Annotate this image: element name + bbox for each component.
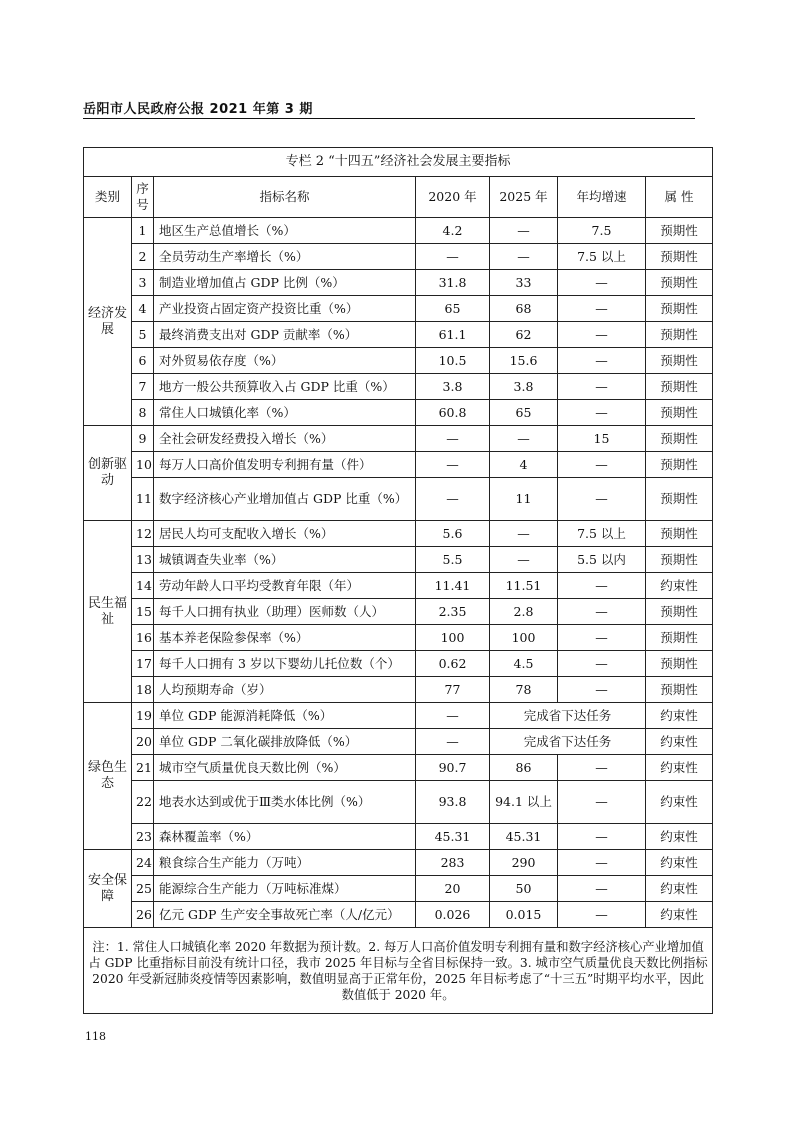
number-cell: 16 (132, 625, 154, 651)
table-row (84, 478, 713, 521)
table-row (84, 902, 713, 928)
table-title: 专栏 2 “十四五”经济社会发展主要指标 (84, 148, 713, 177)
growth-cell: — (558, 478, 646, 521)
table-row (84, 625, 713, 651)
value-2025-cell: — (490, 521, 558, 547)
note-row (84, 928, 713, 1014)
attribute-cell: 约束性 (646, 824, 713, 850)
value-2020-cell: 11.41 (416, 573, 490, 599)
value-2025-cell: 78 (490, 677, 558, 703)
growth-cell: 7.5 (558, 218, 646, 244)
table-row (84, 850, 713, 876)
attribute-cell: 预期性 (646, 374, 713, 400)
growth-cell: — (558, 677, 646, 703)
indicator-name-cell: 单位 GDP 二氧化碳排放降低（%） (154, 729, 416, 755)
value-2020-cell: 2.35 (416, 599, 490, 625)
growth-cell: — (558, 374, 646, 400)
table-row (84, 218, 713, 244)
number-cell: 14 (132, 573, 154, 599)
value-2020-cell: 31.8 (416, 270, 490, 296)
value-2020-cell: 65 (416, 296, 490, 322)
table-row (84, 452, 713, 478)
indicator-name-cell: 能源综合生产能力（万吨标准煤） (154, 876, 416, 902)
table-row (84, 651, 713, 677)
value-2020-cell: 5.5 (416, 547, 490, 573)
attribute-cell: 约束性 (646, 703, 713, 729)
col-header-2020: 2020 年 (416, 177, 490, 218)
growth-cell: — (558, 824, 646, 850)
number-cell: 5 (132, 322, 154, 348)
number-cell: 11 (132, 478, 154, 521)
indicator-name-cell: 全社会研发经费投入增长（%） (154, 426, 416, 452)
header-title: 岳阳市人民政府公报 2021 年第 3 期 (83, 102, 313, 117)
value-2025-cell: 11.51 (490, 573, 558, 599)
indicator-table (83, 147, 713, 1014)
table-note: 注：1. 常住人口城镇化率 2020 年数据为预计数。2. 每万人口高价值发明专利拥有量和数字经济核心产业增加值占 GDP 比重指标目前没有统计口径，我市 2025 年目标与全省目标保持一致。3. 城市空气质量优良天数比例指标 2020 年受新冠肺炎疫情等因素影响，数值明显高于正常年份，2025 年目标考虑了“十三五”时期平均水平，因此数值低于 2020 年。 (84, 928, 713, 1014)
growth-cell: 5.5 以内 (558, 547, 646, 573)
indicator-name-cell: 地表水达到或优于Ⅲ类水体比例（%） (154, 781, 416, 824)
value-2020-cell: 4.2 (416, 218, 490, 244)
value-2025-cell: 290 (490, 850, 558, 876)
value-2025-cell: — (490, 244, 558, 270)
value-2025-cell: 15.6 (490, 348, 558, 374)
value-2020-cell: 3.8 (416, 374, 490, 400)
attribute-cell: 预期性 (646, 426, 713, 452)
table-row (84, 322, 713, 348)
indicator-name-cell: 每万人口高价值发明专利拥有量（件） (154, 452, 416, 478)
growth-cell: — (558, 599, 646, 625)
indicator-name-cell: 常住人口城镇化率（%） (154, 400, 416, 426)
indicator-name-cell: 全员劳动生产率增长（%） (154, 244, 416, 270)
indicator-name-cell: 城市空气质量优良天数比例（%） (154, 755, 416, 781)
category-cell: 安全保障 (84, 850, 132, 928)
value-2020-cell: 93.8 (416, 781, 490, 824)
table-row (84, 348, 713, 374)
number-cell: 24 (132, 850, 154, 876)
attribute-cell: 约束性 (646, 729, 713, 755)
attribute-cell: 约束性 (646, 755, 713, 781)
growth-cell: — (558, 651, 646, 677)
col-header-category: 类别 (84, 177, 132, 218)
number-cell: 25 (132, 876, 154, 902)
value-2020-cell: — (416, 478, 490, 521)
attribute-cell: 预期性 (646, 651, 713, 677)
attribute-cell: 预期性 (646, 400, 713, 426)
value-2025-cell: — (490, 547, 558, 573)
page-number: 118 (85, 1030, 106, 1043)
growth-cell: — (558, 348, 646, 374)
target-merged-cell: 完成省下达任务 (490, 729, 646, 755)
table-row (84, 244, 713, 270)
growth-cell: — (558, 876, 646, 902)
value-2020-cell: 45.31 (416, 824, 490, 850)
number-cell: 13 (132, 547, 154, 573)
value-2025-cell: 45.31 (490, 824, 558, 850)
table-row (84, 374, 713, 400)
value-2020-cell: 60.8 (416, 400, 490, 426)
col-header-growth: 年均增速 (558, 177, 646, 218)
indicator-name-cell: 制造业增加值占 GDP 比例（%） (154, 270, 416, 296)
number-cell: 3 (132, 270, 154, 296)
indicator-name-cell: 城镇调查失业率（%） (154, 547, 416, 573)
value-2025-cell: 11 (490, 478, 558, 521)
value-2025-cell: 4.5 (490, 651, 558, 677)
value-2020-cell: — (416, 729, 490, 755)
value-2020-cell: — (416, 703, 490, 729)
indicator-name-cell: 亿元 GDP 生产安全事故死亡率（人/亿元） (154, 902, 416, 928)
value-2025-cell: 94.1 以上 (490, 781, 558, 824)
table-row (84, 521, 713, 547)
col-header-name: 指标名称 (154, 177, 416, 218)
indicator-name-cell: 每千人口拥有 3 岁以下婴幼儿托位数（个） (154, 651, 416, 677)
growth-cell: — (558, 902, 646, 928)
growth-cell: — (558, 625, 646, 651)
number-cell: 10 (132, 452, 154, 478)
value-2025-cell: — (490, 426, 558, 452)
value-2025-cell: 86 (490, 755, 558, 781)
category-cell: 经济发展 (84, 218, 132, 426)
attribute-cell: 预期性 (646, 521, 713, 547)
value-2020-cell: 0.026 (416, 902, 490, 928)
growth-cell: — (558, 400, 646, 426)
number-cell: 9 (132, 426, 154, 452)
number-cell: 1 (132, 218, 154, 244)
table-row (84, 876, 713, 902)
indicator-name-cell: 地方一般公共预算收入占 GDP 比重（%） (154, 374, 416, 400)
value-2025-cell: 0.015 (490, 902, 558, 928)
table-row (84, 400, 713, 426)
table-row (84, 573, 713, 599)
table-row (84, 426, 713, 452)
indicator-name-cell: 最终消费支出对 GDP 贡献率（%） (154, 322, 416, 348)
attribute-cell: 预期性 (646, 478, 713, 521)
value-2020-cell: 100 (416, 625, 490, 651)
growth-cell: — (558, 781, 646, 824)
number-cell: 17 (132, 651, 154, 677)
indicator-name-cell: 对外贸易依存度（%） (154, 348, 416, 374)
growth-cell: — (558, 296, 646, 322)
table-row (84, 677, 713, 703)
value-2025-cell: 33 (490, 270, 558, 296)
growth-cell: 7.5 以上 (558, 521, 646, 547)
number-cell: 22 (132, 781, 154, 824)
growth-cell: 7.5 以上 (558, 244, 646, 270)
col-header-attribute: 属 性 (646, 177, 713, 218)
growth-cell: 15 (558, 426, 646, 452)
attribute-cell: 预期性 (646, 599, 713, 625)
table-row (84, 599, 713, 625)
attribute-cell: 预期性 (646, 296, 713, 322)
table-row (84, 729, 713, 755)
number-cell: 19 (132, 703, 154, 729)
attribute-cell: 预期性 (646, 348, 713, 374)
number-cell: 18 (132, 677, 154, 703)
number-cell: 21 (132, 755, 154, 781)
category-cell: 民生福祉 (84, 521, 132, 703)
value-2025-cell: — (490, 218, 558, 244)
indicator-name-cell: 劳动年龄人口平均受教育年限（年） (154, 573, 416, 599)
value-2020-cell: 0.62 (416, 651, 490, 677)
col-header-number: 序号 (132, 177, 154, 218)
value-2025-cell: 62 (490, 322, 558, 348)
value-2025-cell: 68 (490, 296, 558, 322)
growth-cell: — (558, 850, 646, 876)
indicator-name-cell: 每千人口拥有执业（助理）医师数（人） (154, 599, 416, 625)
value-2020-cell: 61.1 (416, 322, 490, 348)
attribute-cell: 约束性 (646, 902, 713, 928)
indicator-name-cell: 粮食综合生产能力（万吨） (154, 850, 416, 876)
number-cell: 23 (132, 824, 154, 850)
number-cell: 6 (132, 348, 154, 374)
growth-cell: — (558, 573, 646, 599)
attribute-cell: 约束性 (646, 573, 713, 599)
table-header-row (84, 177, 713, 218)
table-row (84, 270, 713, 296)
indicator-name-cell: 基本养老保险参保率（%） (154, 625, 416, 651)
table-row (84, 781, 713, 824)
value-2025-cell: 50 (490, 876, 558, 902)
table-row (84, 703, 713, 729)
number-cell: 4 (132, 296, 154, 322)
indicator-name-cell: 森林覆盖率（%） (154, 824, 416, 850)
page-header (83, 98, 695, 117)
value-2025-cell: 4 (490, 452, 558, 478)
attribute-cell: 约束性 (646, 850, 713, 876)
value-2025-cell: 100 (490, 625, 558, 651)
value-2020-cell: — (416, 426, 490, 452)
indicator-name-cell: 产业投资占固定资产投资比重（%） (154, 296, 416, 322)
category-cell: 绿色生态 (84, 703, 132, 850)
number-cell: 12 (132, 521, 154, 547)
table-row (84, 755, 713, 781)
target-merged-cell: 完成省下达任务 (490, 703, 646, 729)
value-2020-cell: 10.5 (416, 348, 490, 374)
value-2020-cell: 90.7 (416, 755, 490, 781)
number-cell: 2 (132, 244, 154, 270)
table-row (84, 547, 713, 573)
indicator-name-cell: 居民人均可支配收入增长（%） (154, 521, 416, 547)
value-2020-cell: 5.6 (416, 521, 490, 547)
col-header-2025: 2025 年 (490, 177, 558, 218)
value-2020-cell: — (416, 452, 490, 478)
attribute-cell: 预期性 (646, 625, 713, 651)
indicator-name-cell: 数字经济核心产业增加值占 GDP 比重（%） (154, 478, 416, 521)
value-2020-cell: 20 (416, 876, 490, 902)
attribute-cell: 预期性 (646, 452, 713, 478)
growth-cell: — (558, 322, 646, 348)
value-2020-cell: 77 (416, 677, 490, 703)
attribute-cell: 预期性 (646, 322, 713, 348)
attribute-cell: 预期性 (646, 547, 713, 573)
growth-cell: — (558, 452, 646, 478)
table-row (84, 296, 713, 322)
number-cell: 20 (132, 729, 154, 755)
value-2025-cell: 3.8 (490, 374, 558, 400)
indicator-name-cell: 地区生产总值增长（%） (154, 218, 416, 244)
number-cell: 8 (132, 400, 154, 426)
growth-cell: — (558, 270, 646, 296)
attribute-cell: 预期性 (646, 677, 713, 703)
value-2020-cell: 283 (416, 850, 490, 876)
value-2025-cell: 65 (490, 400, 558, 426)
indicator-name-cell: 人均预期寿命（岁） (154, 677, 416, 703)
number-cell: 15 (132, 599, 154, 625)
attribute-cell: 约束性 (646, 876, 713, 902)
attribute-cell: 预期性 (646, 218, 713, 244)
category-cell: 创新驱动 (84, 426, 132, 521)
attribute-cell: 预期性 (646, 270, 713, 296)
indicator-name-cell: 单位 GDP 能源消耗降低（%） (154, 703, 416, 729)
value-2025-cell: 2.8 (490, 599, 558, 625)
table-row (84, 824, 713, 850)
number-cell: 7 (132, 374, 154, 400)
attribute-cell: 预期性 (646, 244, 713, 270)
attribute-cell: 约束性 (646, 781, 713, 824)
header-rule (83, 118, 695, 119)
growth-cell: — (558, 755, 646, 781)
value-2020-cell: — (416, 244, 490, 270)
number-cell: 26 (132, 902, 154, 928)
